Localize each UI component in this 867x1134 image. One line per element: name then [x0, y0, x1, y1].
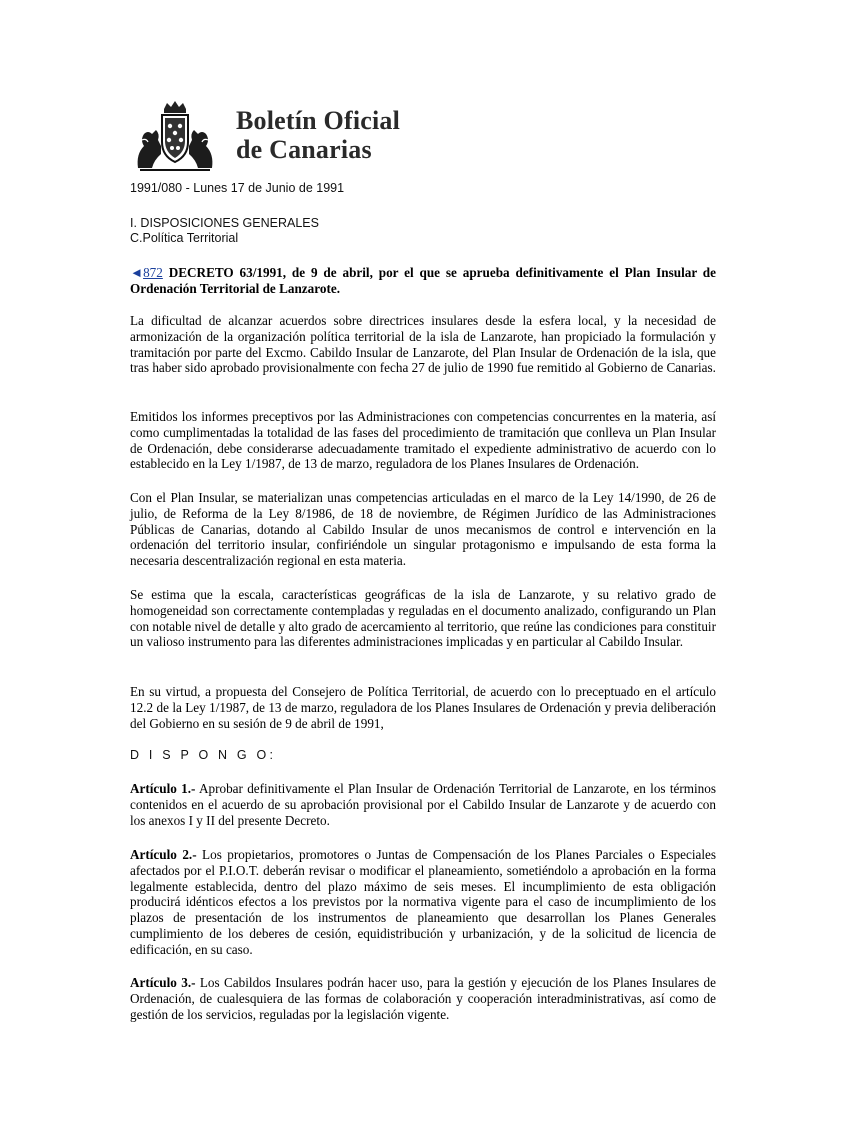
paragraph-1: La dificultad de alcanzar acuerdos sobre directrices insulares desde la esfera local, y la necesidad de armonización de la organización política territorial de la isla de Lanzarote, han propiciado la formulación y tramitación por parte del Excmo. Cabildo Insular de Lanzarote, del Plan Insular de Ordenación de la isla, que tras haber sido aprobado provisionalmente con fecha 27 de julio de 1990 fue remitido al Gobierno de Canarias.	[130, 313, 716, 376]
masthead-title-line1: Boletín Oficial	[236, 106, 401, 135]
decree-ref-link[interactable]: 872	[143, 265, 163, 280]
paragraph-5: En su virtud, a propuesta del Consejero de Política Territorial, de acuerdo con lo preceptuado en el artículo 12.2 de la Ley 1/1987, de 13 de marzo, reguladora de los Planes Insulares de Ordenación y previa deliberación del Gobierno en su sesión de 9 de abril de 1991,	[130, 684, 716, 731]
article-3-text: Los Cabildos Insulares podrán hacer uso, para la gestión y ejecución de los Planes Insulares de Ordenación, de cualesquiera de las formas de colaboración y cooperación interadministrativas, así como de gestión de los servicios, reguladas por la legislación vigente.	[130, 975, 716, 1022]
masthead-title-line2: de Canarias	[236, 135, 372, 164]
article-2-text: Los propietarios, promotores o Juntas de Compensación de los Planes Parciales o Especiales afectados por el P.I.O.T. deberán revisar o modificar el planeamiento, sometiéndolo a aprobación en la forma legalmente establecida, dentro del plazo máximo de seis meses. El incumplimiento de esta obligación producirá idénticos efectos a los previstos por la normativa vigente para el caso de incumplimiento de los plazos de presentación de los instrumentos de planeamiento que desarrollan los Planes Generales cumplimiento de los deberes de cesión, equidistribución y urbanización, y de la solicitud de licencia de edificación, en su caso.	[130, 847, 716, 957]
section-line1: I. DISPOSICIONES GENERALES	[130, 216, 319, 230]
issue-date: 1991/080 - Lunes 17 de Junio de 1991	[130, 181, 345, 195]
article-1-text: Aprobar definitivamente el Plan Insular de Ordenación Territorial de Lanzarote, en los términos contenidos en el acuerdo de su aprobación provisional por el Cabildo Insular de Lanzarote y de acuerdo con los anexos I y II del presente Decreto.	[130, 781, 716, 828]
paragraph-3: Con el Plan Insular, se materializan unas competencias articuladas en el marco de la Ley 14/1990, de 26 de julio, de Reforma de la Ley 8/1986, de 18 de noviembre, de Régimen Jurídico de las Administraciones Públicas de Canarias, dotando al Cabildo Insular de unos mecanismos de control e intervención en la ordenación del territorio insular, confiriéndole un singular protagonismo e impulsando de esta forma la necesaria descentralización regional en esta materia.	[130, 490, 716, 569]
section-line2: C.Política Territorial	[130, 231, 239, 245]
section-heading	[130, 216, 319, 246]
decree-title-text: DECRETO 63/1991, de 9 de abril, por el que se aprueba definitivamente el Plan Insular de Ordenación Territorial de Lanzarote.	[130, 265, 716, 296]
article-2-label: Artículo 2.-	[130, 847, 197, 862]
decree-title	[130, 265, 716, 297]
masthead	[134, 100, 434, 174]
article-3-label: Artículo 3.-	[130, 975, 196, 990]
article-1	[130, 781, 716, 828]
paragraph-4: Se estima que la escala, características geográficas de la isla de Lanzarote, y su relativo grado de homogeneidad son correctamente contempladas y reguladas en el documento analizado, configurando un Plan con notable nivel de detalle y alto grado de acercamiento al territorio, que reúne las condiciones para constituir un valioso instrumento para las diferentes administraciones implicadas y en particular al Cabildo Insular.	[130, 587, 716, 650]
back-arrow-icon[interactable]: ◄	[130, 265, 144, 280]
article-3	[130, 975, 716, 1022]
paragraph-2: Emitidos los informes preceptivos por las Administraciones con competencias concurrentes en la materia, así como cumplimentadas la totalidad de las fases del procedimiento de tramitación que conlleva un Plan Insular de Ordenación, debe considerarse adecuadamente tramitado el expediente administrativo de acuerdo con lo establecido en la Ley 1/1987, de 13 de marzo, reguladora de los Planes Insulares de Ordenación.	[130, 409, 716, 472]
dispongo-heading: D I S P O N G O:	[130, 748, 277, 762]
coat-of-arms-icon	[134, 100, 216, 174]
article-2	[130, 847, 716, 958]
masthead-title	[236, 106, 400, 164]
article-1-label: Artículo 1.-	[130, 781, 196, 796]
